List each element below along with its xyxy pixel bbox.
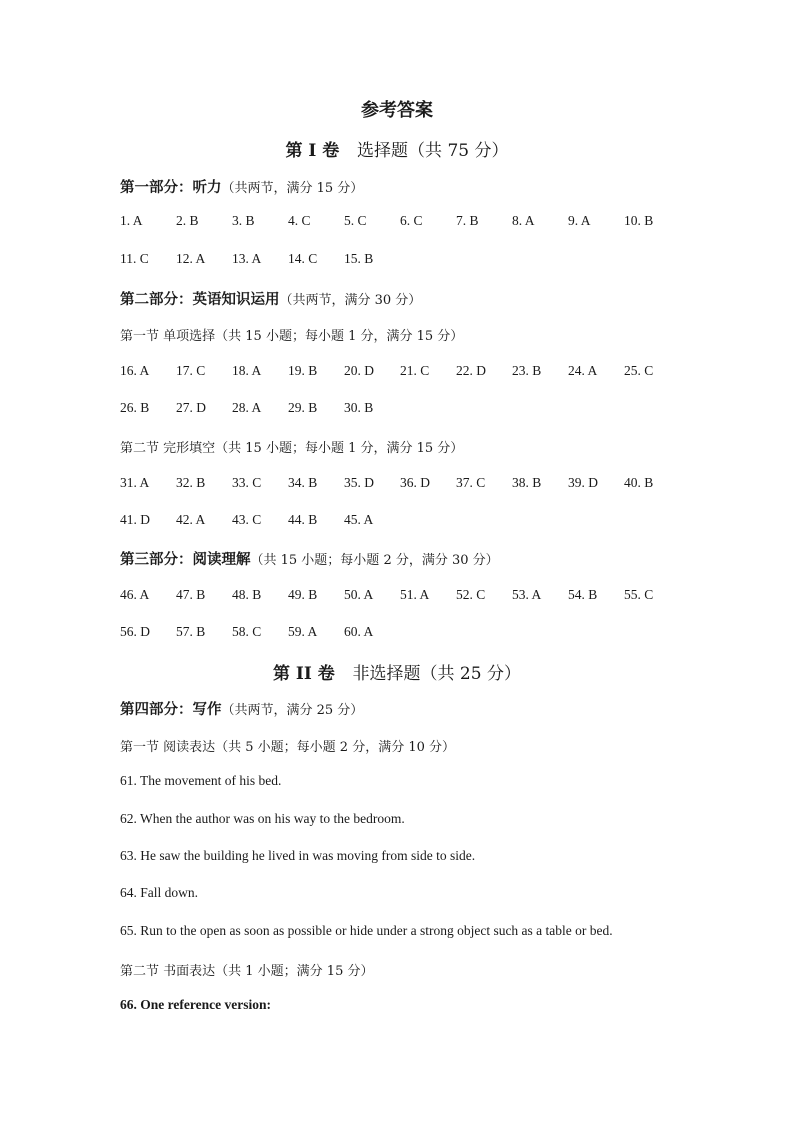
answer-item: 25. C bbox=[624, 363, 654, 378]
answer-item: 48. B bbox=[232, 587, 262, 602]
volume-1-label: 第 I 卷 bbox=[285, 141, 340, 161]
answer-item: 34. B bbox=[288, 475, 318, 490]
page-title: 参考答案 bbox=[361, 100, 433, 121]
answer-item: 17. C bbox=[176, 363, 206, 378]
answer-item: 42. A bbox=[176, 512, 206, 527]
volume-1-heading bbox=[0, 136, 794, 161]
answer-item: 20. D bbox=[344, 363, 374, 378]
part-4-title: 第四部分：写作 bbox=[120, 701, 222, 718]
answer-65: 65. Run to the open as soon as possible or hide under a strong object such as a table or bed. bbox=[120, 923, 613, 938]
part-1-heading bbox=[120, 176, 363, 197]
part-3-note: （共 15 小题；每小题 2 分，满分 30 分） bbox=[250, 553, 499, 568]
answer-item: 11. C bbox=[120, 251, 149, 266]
part-1-title: 第一部分：听力 bbox=[120, 179, 222, 196]
answer-item: 47. B bbox=[176, 587, 206, 602]
volume-2-heading bbox=[0, 659, 794, 684]
answer-item: 31. A bbox=[120, 475, 150, 490]
answer-item: 36. D bbox=[400, 475, 430, 490]
answer-item: 35. D bbox=[344, 475, 374, 490]
part-4-section-1-heading: 第一节 阅读表达（共 5 小题；每小题 2 分，满分 10 分） bbox=[120, 740, 456, 755]
answer-item: 32. B bbox=[176, 475, 206, 490]
part-3-heading bbox=[120, 548, 499, 569]
volume-2-subtitle: 非选择题（共 25 分） bbox=[352, 664, 521, 684]
answer-item: 49. B bbox=[288, 587, 318, 602]
answer-item: 26. B bbox=[120, 400, 150, 415]
answer-item: 38. B bbox=[512, 475, 542, 490]
answer-64: 64. Fall down. bbox=[120, 885, 199, 900]
part-4-section-2-heading: 第二节 书面表达（共 1 小题；满分 15 分） bbox=[120, 964, 374, 979]
part-2-note: （共两节，满分 30 分） bbox=[279, 293, 422, 308]
answer-item: 4. C bbox=[288, 213, 311, 228]
part-4-note: （共两节，满分 25 分） bbox=[221, 703, 364, 718]
volume-1-subtitle: 选择题（共 75 分） bbox=[357, 141, 509, 161]
answer-item: 23. B bbox=[512, 363, 542, 378]
answer-item: 5. C bbox=[344, 213, 367, 228]
answer-item: 6. C bbox=[400, 213, 423, 228]
answer-item: 58. C bbox=[232, 624, 262, 639]
part-2-heading bbox=[120, 288, 421, 309]
answer-item: 59. A bbox=[288, 624, 318, 639]
answer-item: 9. A bbox=[568, 213, 591, 228]
answer-item: 60. A bbox=[344, 624, 374, 639]
answer-item: 54. B bbox=[568, 587, 598, 602]
answer-item: 40. B bbox=[624, 475, 654, 490]
answer-item: 55. C bbox=[624, 587, 654, 602]
answer-item: 3. B bbox=[232, 213, 255, 228]
answer-item: 27. D bbox=[176, 400, 206, 415]
volume-2-label: 第 II 卷 bbox=[273, 664, 335, 684]
answer-item: 14. C bbox=[288, 251, 318, 266]
answer-item: 46. A bbox=[120, 587, 150, 602]
answer-item: 41. D bbox=[120, 512, 150, 527]
answer-item: 8. A bbox=[512, 213, 535, 228]
part-2-title: 第二部分：英语知识运用 bbox=[120, 291, 280, 308]
answer-item: 21. C bbox=[400, 363, 430, 378]
answer-item: 33. C bbox=[232, 475, 262, 490]
answer-item: 44. B bbox=[288, 512, 318, 527]
answer-62: 62. When the author was on his way to the bedroom. bbox=[120, 811, 405, 826]
answer-item: 12. A bbox=[176, 251, 206, 266]
answer-item: 37. C bbox=[456, 475, 486, 490]
answer-item: 22. D bbox=[456, 363, 486, 378]
answer-item: 56. D bbox=[120, 624, 150, 639]
part-3-title: 第三部分：阅读理解 bbox=[120, 551, 251, 568]
part-2-section-2-heading: 第二节 完形填空（共 15 小题；每小题 1 分，满分 15 分） bbox=[120, 441, 464, 456]
answer-61: 61. The movement of his bed. bbox=[120, 773, 282, 788]
part-4-heading bbox=[120, 698, 363, 719]
answer-item: 19. B bbox=[288, 363, 318, 378]
answer-item: 10. B bbox=[624, 213, 654, 228]
answer-item: 45. A bbox=[344, 512, 374, 527]
answer-item: 43. C bbox=[232, 512, 262, 527]
answer-item: 51. A bbox=[400, 587, 430, 602]
part-2-section-1-heading: 第一节 单项选择（共 15 小题；每小题 1 分，满分 15 分） bbox=[120, 329, 464, 344]
answer-item: 16. A bbox=[120, 363, 150, 378]
answer-item: 29. B bbox=[288, 400, 318, 415]
answer-63: 63. He saw the building he lived in was moving from side to side. bbox=[120, 848, 476, 863]
answer-item: 2. B bbox=[176, 213, 199, 228]
answer-item: 28. A bbox=[232, 400, 262, 415]
answer-item: 30. B bbox=[344, 400, 374, 415]
answer-item: 18. A bbox=[232, 363, 262, 378]
answer-item: 15. B bbox=[344, 251, 374, 266]
answer-item: 50. A bbox=[344, 587, 374, 602]
answer-item: 53. A bbox=[512, 587, 542, 602]
answer-item: 52. C bbox=[456, 587, 486, 602]
answer-item: 39. D bbox=[568, 475, 598, 490]
answer-item: 57. B bbox=[176, 624, 206, 639]
answer-item: 13. A bbox=[232, 251, 262, 266]
answer-item: 7. B bbox=[456, 213, 479, 228]
answer-66: 66. One reference version: bbox=[120, 997, 271, 1012]
part-1-note: （共两节，满分 15 分） bbox=[221, 181, 364, 196]
answer-item: 1. A bbox=[120, 213, 143, 228]
answer-item: 24. A bbox=[568, 363, 598, 378]
